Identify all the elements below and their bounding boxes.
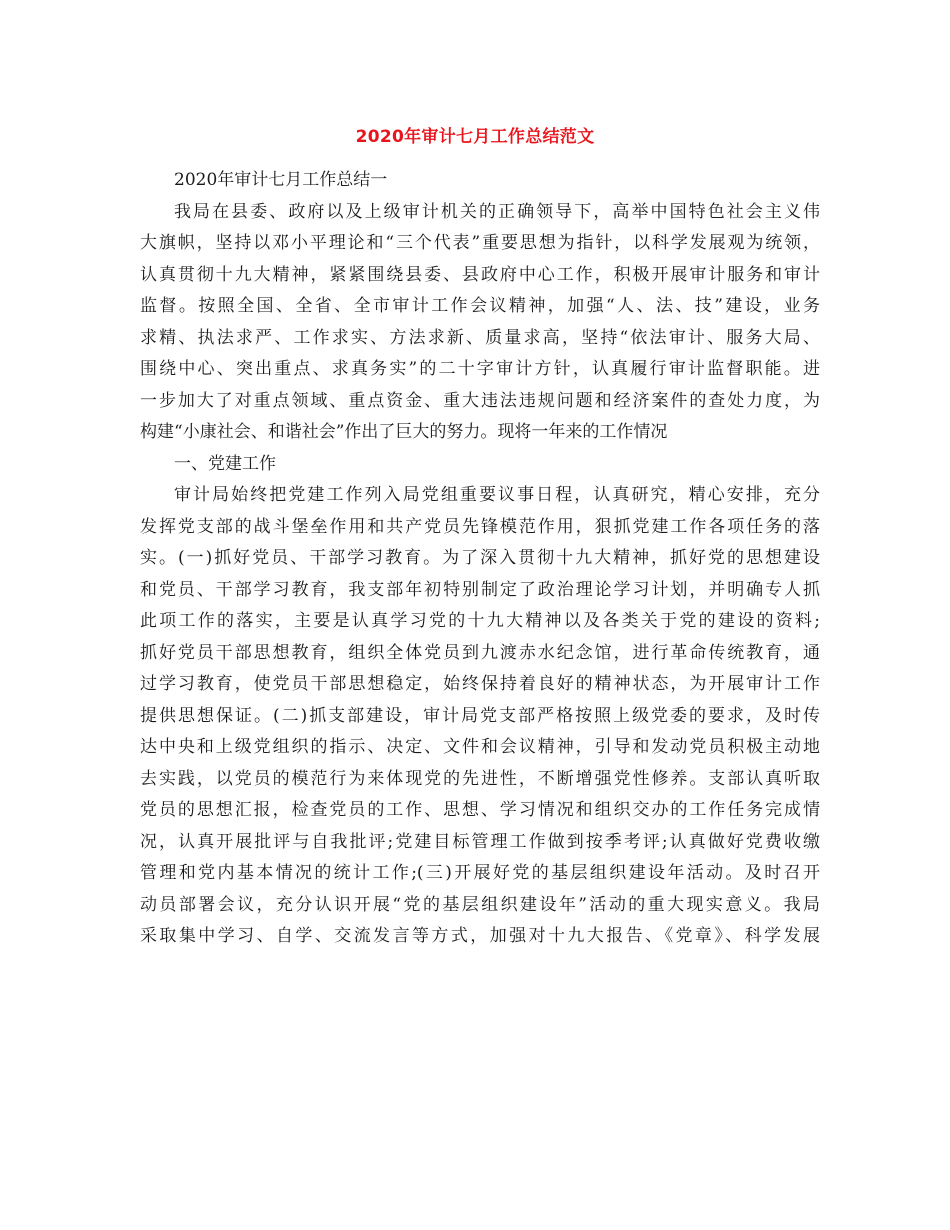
- text-line: 党员的思想汇报，检查党员的工作、思想、学习情况和组织交办的工作任务完成情: [140, 800, 820, 820]
- text-line: 况，认真开展批评与自我批评;党建目标管理工作做到按季考评;认真做好党费收缴: [140, 831, 820, 852]
- text-line: 抓好党员干部思想教育，组织全体党员到九渡赤水纪念馆，进行革命传统教育，通: [140, 642, 820, 663]
- text-line: 审计局始终把党建工作列入局党组重要议事日程，认真研究，精心安排，充分: [174, 485, 820, 505]
- text-line: 去实践，以党员的模范行为来体现党的先进性，不断增强党性修养。支部认真听取: [140, 768, 820, 789]
- text-line: 2020年审计七月工作总结一: [174, 170, 388, 190]
- text-line: 管理和党内基本情况的统计工作;(三)开展好党的基层组织建设年活动。及时召开: [140, 863, 820, 883]
- text-line: 发挥党支部的战斗堡垒作用和共产党员先锋模范作用，狠抓党建工作各项任务的落: [140, 516, 820, 537]
- text-line: 动员部署会议，充分认识开展“党的基层组织建设年”活动的重大现实意义。我局: [140, 894, 820, 915]
- text-line: 达中央和上级党组织的指示、决定、文件和会议精神，引导和发动党员积极主动地: [140, 737, 820, 757]
- document-body: [140, 165, 820, 953]
- text-line: 求精、执法求严、工作求实、方法求新、质量求高，坚持“依法审计、服务大局、: [140, 327, 820, 348]
- text-line: 一、党建工作: [174, 453, 276, 474]
- text-line: 大旗帜，坚持以邓小平理论和“三个代表”重要思想为指针，以科学发展观为统领，: [140, 233, 820, 253]
- text-line: 提供思想保证。(二)抓支部建设，审计局党支部严格按照上级党委的要求，及时传: [140, 705, 820, 726]
- document-title: 2020年审计七月工作总结范文: [355, 127, 595, 147]
- text-line: 实。(一)抓好党员、干部学习教育。为了深入贯彻十九大精神，抓好党的思想建设: [140, 548, 820, 568]
- text-line: 过学习教育，使党员干部思想稳定，始终保持着良好的精神状态，为开展审计工作: [140, 674, 820, 694]
- text-line: 认真贯彻十九大精神，紧紧围绕县委、县政府中心工作，积极开展审计服务和审计: [140, 264, 820, 285]
- text-line: 一步加大了对重点领域、重点资金、重大违法违规问题和经济案件的查处力度，为: [140, 390, 820, 411]
- text-line: 和党员、干部学习教育，我支部年初特别制定了政治理论学习计划，并明确专人抓: [140, 579, 820, 600]
- text-line: 采取集中学习、自学、交流发言等方式，加强对十九大报告、《党章》、科学发展: [140, 926, 820, 946]
- text-line: 此项工作的落实，主要是认真学习党的十九大精神以及各类关于党的建设的资料;: [140, 611, 820, 631]
- text-line: 围绕中心、突出重点、求真务实”的二十字审计方针，认真履行审计监督职能。进: [140, 359, 820, 379]
- text-line: 我局在县委、政府以及上级审计机关的正确领导下，高举中国特色社会主义伟: [174, 201, 820, 222]
- text-line: 监督。按照全国、全省、全市审计工作会议精神，加强“人、法、技”建设，业务: [140, 296, 820, 316]
- text-line: 构建“小康社会、和谐社会”作出了巨大的努力。现将一年来的工作情况: [140, 422, 668, 442]
